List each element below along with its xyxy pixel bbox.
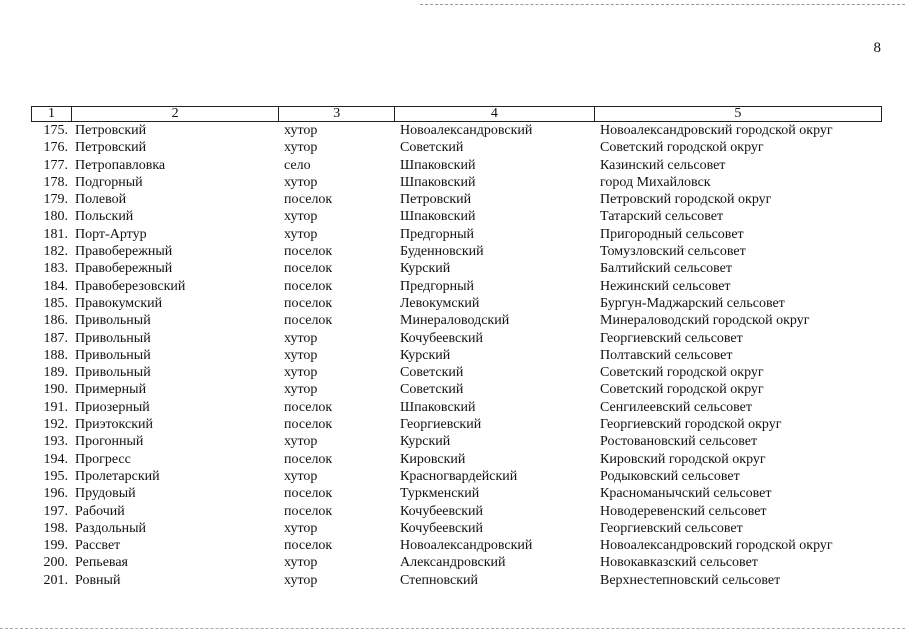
- row-number: 188.: [43, 347, 68, 363]
- district-name: Курский: [400, 434, 451, 450]
- settlement-type: поселок: [284, 261, 333, 277]
- municipality-name: Татарский сельсовет: [600, 209, 724, 225]
- table-row: [31, 520, 882, 537]
- settlement-name: Порт-Артур: [75, 226, 147, 242]
- table-body: [31, 122, 882, 589]
- settlement-type: поселок: [284, 244, 333, 260]
- settlement-name: Привольный: [75, 330, 151, 346]
- municipality-name: Георгиевский городской округ: [600, 417, 782, 433]
- settlement-type: поселок: [284, 295, 333, 311]
- district-name: Кочубеевский: [400, 520, 484, 536]
- municipality-name: Минераловодский городской округ: [600, 313, 810, 329]
- row-number: 186.: [43, 313, 68, 329]
- row-number: 176.: [43, 140, 68, 156]
- settlement-type: поселок: [284, 538, 333, 554]
- row-number: 180.: [43, 209, 68, 225]
- table-row: [31, 399, 882, 416]
- municipality-name: Бургун-Маджарский сельсовет: [600, 295, 785, 311]
- settlement-type: поселок: [284, 192, 333, 208]
- settlement-type: хутор: [284, 209, 318, 225]
- row-number: 187.: [43, 330, 68, 346]
- municipality-name: Новоалександровский городской округ: [600, 123, 833, 138]
- municipality-name: город Михайловск: [600, 174, 711, 190]
- row-number: 198.: [43, 520, 68, 536]
- settlement-name: Приозерный: [75, 399, 150, 415]
- table-row: [31, 485, 882, 502]
- row-number: 200.: [43, 555, 68, 571]
- header-col-5: 5: [734, 106, 742, 121]
- district-name: Кировский: [400, 451, 466, 467]
- settlement-name: Петропавловка: [75, 157, 166, 173]
- header-col-3: 3: [279, 107, 395, 121]
- header-col-2: 2: [72, 107, 280, 121]
- table-row: [31, 122, 882, 139]
- district-name: Кочубеевский: [400, 503, 484, 519]
- row-number: 177.: [43, 157, 68, 173]
- settlement-name: Раздольный: [75, 520, 146, 536]
- table-row: [31, 433, 882, 450]
- settlement-name: Правобережный: [75, 261, 173, 277]
- municipality-name: Верхнестепновский сельсовет: [600, 572, 781, 588]
- settlement-type: хутор: [284, 123, 318, 138]
- row-number: 175.: [43, 123, 68, 138]
- settlement-type: хутор: [284, 468, 318, 484]
- table-row: [31, 347, 882, 364]
- table-row: [31, 451, 882, 468]
- district-name: Курский: [400, 347, 451, 363]
- settlement-name: Привольный: [75, 313, 151, 329]
- municipality-name: Пригородный сельсовет: [600, 226, 744, 242]
- page-number: 8: [873, 40, 881, 56]
- municipality-name: Родыковский сельсовет: [600, 468, 740, 484]
- district-name: Курский: [400, 261, 451, 277]
- municipality-name: Новодеревенский сельсовет: [600, 503, 767, 519]
- settlement-name: Правобережный: [75, 244, 173, 260]
- settlement-name: Петровский: [75, 140, 147, 156]
- municipality-name: Советский городской округ: [600, 365, 764, 381]
- table-row: [31, 243, 882, 260]
- row-number: 193.: [43, 434, 68, 450]
- municipality-name: Красноманычский сельсовет: [600, 486, 772, 502]
- settlement-name: Прогресс: [75, 451, 131, 467]
- district-name: Советский: [400, 365, 464, 381]
- settlement-type: хутор: [284, 555, 318, 571]
- district-name: Буденновский: [400, 244, 484, 260]
- settlement-type: хутор: [284, 520, 318, 536]
- settlement-type: хутор: [284, 434, 318, 450]
- row-number: 196.: [43, 486, 68, 502]
- municipality-name: Петровский городской округ: [600, 192, 772, 208]
- row-number: 179.: [43, 192, 68, 208]
- district-name: Кочубеевский: [400, 330, 484, 346]
- settlement-type: поселок: [284, 486, 333, 502]
- table-row: [31, 278, 882, 295]
- settlement-type: хутор: [284, 347, 318, 363]
- settlement-type: поселок: [284, 503, 333, 519]
- table-row: [31, 537, 882, 554]
- settlement-name: Привольный: [75, 347, 151, 363]
- district-name: Туркменский: [400, 486, 480, 502]
- settlement-type: хутор: [284, 382, 318, 398]
- settlement-name: Подгорный: [75, 174, 143, 190]
- table-row: [31, 554, 882, 571]
- table-row: [31, 381, 882, 398]
- row-number: 189.: [43, 365, 68, 381]
- row-number: 190.: [43, 382, 68, 398]
- settlement-name: Примерный: [75, 382, 147, 398]
- table-row: [31, 208, 882, 225]
- table-row: [31, 157, 882, 174]
- settlement-name: Ровный: [75, 572, 121, 588]
- municipality-name: Казинский сельсовет: [600, 157, 726, 173]
- table-row: [31, 312, 882, 329]
- row-number: 192.: [43, 417, 68, 433]
- municipality-name: Новоалександровский городской округ: [600, 538, 833, 554]
- settlement-type: хутор: [284, 330, 318, 346]
- table-row: [31, 416, 882, 433]
- settlement-name: Пролетарский: [75, 468, 160, 484]
- district-name: Петровский: [400, 192, 472, 208]
- district-name: Шпаковский: [400, 157, 476, 173]
- district-name: Шпаковский: [400, 399, 476, 415]
- row-number: 183.: [43, 261, 68, 277]
- table-row: [31, 330, 882, 347]
- settlement-type: поселок: [284, 313, 333, 329]
- municipality-name: Томузловский сельсовет: [600, 244, 746, 260]
- settlement-type: хутор: [284, 226, 318, 242]
- district-name: Степновский: [400, 572, 478, 588]
- district-name: Шпаковский: [400, 174, 476, 190]
- municipality-name: Кировский городской округ: [600, 451, 766, 467]
- table-row: [31, 468, 882, 485]
- settlement-type: хутор: [284, 572, 318, 588]
- district-name: Новоалександровский: [400, 123, 533, 138]
- settlement-type: хутор: [284, 174, 318, 190]
- municipality-name: Полтавский сельсовет: [600, 347, 733, 363]
- scan-edge-top: [420, 4, 905, 5]
- row-number: 181.: [43, 226, 68, 242]
- district-name: Минераловодский: [400, 313, 510, 329]
- district-name: Левокумский: [400, 295, 480, 311]
- row-number: 178.: [43, 174, 68, 190]
- district-name: Предгорный: [400, 278, 475, 294]
- row-number: 184.: [43, 278, 68, 294]
- header-col-4: 4: [395, 107, 595, 121]
- municipality-name: Георгиевский сельсовет: [600, 330, 743, 346]
- municipality-name: Сенгилеевский сельсовет: [600, 399, 752, 415]
- settlement-name: Прогонный: [75, 434, 144, 450]
- district-name: Шпаковский: [400, 209, 476, 225]
- settlement-name: Прудовый: [75, 486, 136, 502]
- settlement-type: поселок: [284, 417, 333, 433]
- row-number: 199.: [43, 538, 68, 554]
- settlement-name: Правоберезовский: [75, 278, 186, 294]
- scan-edge-bottom: [0, 628, 905, 629]
- row-number: 182.: [43, 244, 68, 260]
- municipality-name: Новокавказский сельсовет: [600, 555, 758, 571]
- settlement-name: Петровский: [75, 123, 147, 138]
- table-row: [31, 260, 882, 277]
- row-number: 195.: [43, 468, 68, 484]
- municipality-name: Ростовановский сельсовет: [600, 434, 758, 450]
- table-row: [31, 503, 882, 520]
- district-name: Советский: [400, 382, 464, 398]
- table-row: [31, 191, 882, 208]
- district-name: Предгорный: [400, 226, 475, 242]
- settlement-name: Правокумский: [75, 295, 163, 311]
- municipality-name: Нежинский сельсовет: [600, 278, 731, 294]
- table-row: [31, 139, 882, 156]
- table-row: [31, 572, 882, 589]
- district-name: Красногвардейский: [400, 468, 518, 484]
- settlement-type: поселок: [284, 278, 333, 294]
- row-number: 185.: [43, 295, 68, 311]
- district-name: Александровский: [400, 555, 506, 571]
- settlement-type: поселок: [284, 399, 333, 415]
- settlement-type: хутор: [284, 365, 318, 381]
- table-row: [31, 226, 882, 243]
- settlement-name: Привольный: [75, 365, 151, 381]
- municipality-name: Советский городской округ: [600, 382, 764, 398]
- table-header: [31, 106, 882, 122]
- settlement-name: Приэтокский: [75, 417, 153, 433]
- settlement-type: поселок: [284, 451, 333, 467]
- settlement-type: село: [284, 157, 311, 173]
- settlement-name: Рассвет: [75, 538, 121, 554]
- table-row: [31, 174, 882, 191]
- settlement-name: Рабочий: [75, 503, 125, 519]
- row-number: 197.: [43, 503, 68, 519]
- row-number: 194.: [43, 451, 68, 467]
- district-name: Георгиевский: [400, 417, 482, 433]
- row-number: 201.: [43, 572, 68, 588]
- settlement-name: Полевой: [75, 192, 127, 208]
- row-number: 191.: [43, 399, 68, 415]
- settlement-name: Репьевая: [75, 555, 128, 571]
- header-col-1: 1: [32, 107, 72, 121]
- municipality-name: Балтийский сельсовет: [600, 261, 733, 277]
- municipality-name: Советский городской округ: [600, 140, 764, 156]
- settlement-name: Польский: [75, 209, 134, 225]
- settlement-type: хутор: [284, 140, 318, 156]
- table-row: [31, 364, 882, 381]
- table-row: [31, 295, 882, 312]
- district-name: Новоалександровский: [400, 538, 533, 554]
- municipality-name: Георгиевский сельсовет: [600, 520, 743, 536]
- district-name: Советский: [400, 140, 464, 156]
